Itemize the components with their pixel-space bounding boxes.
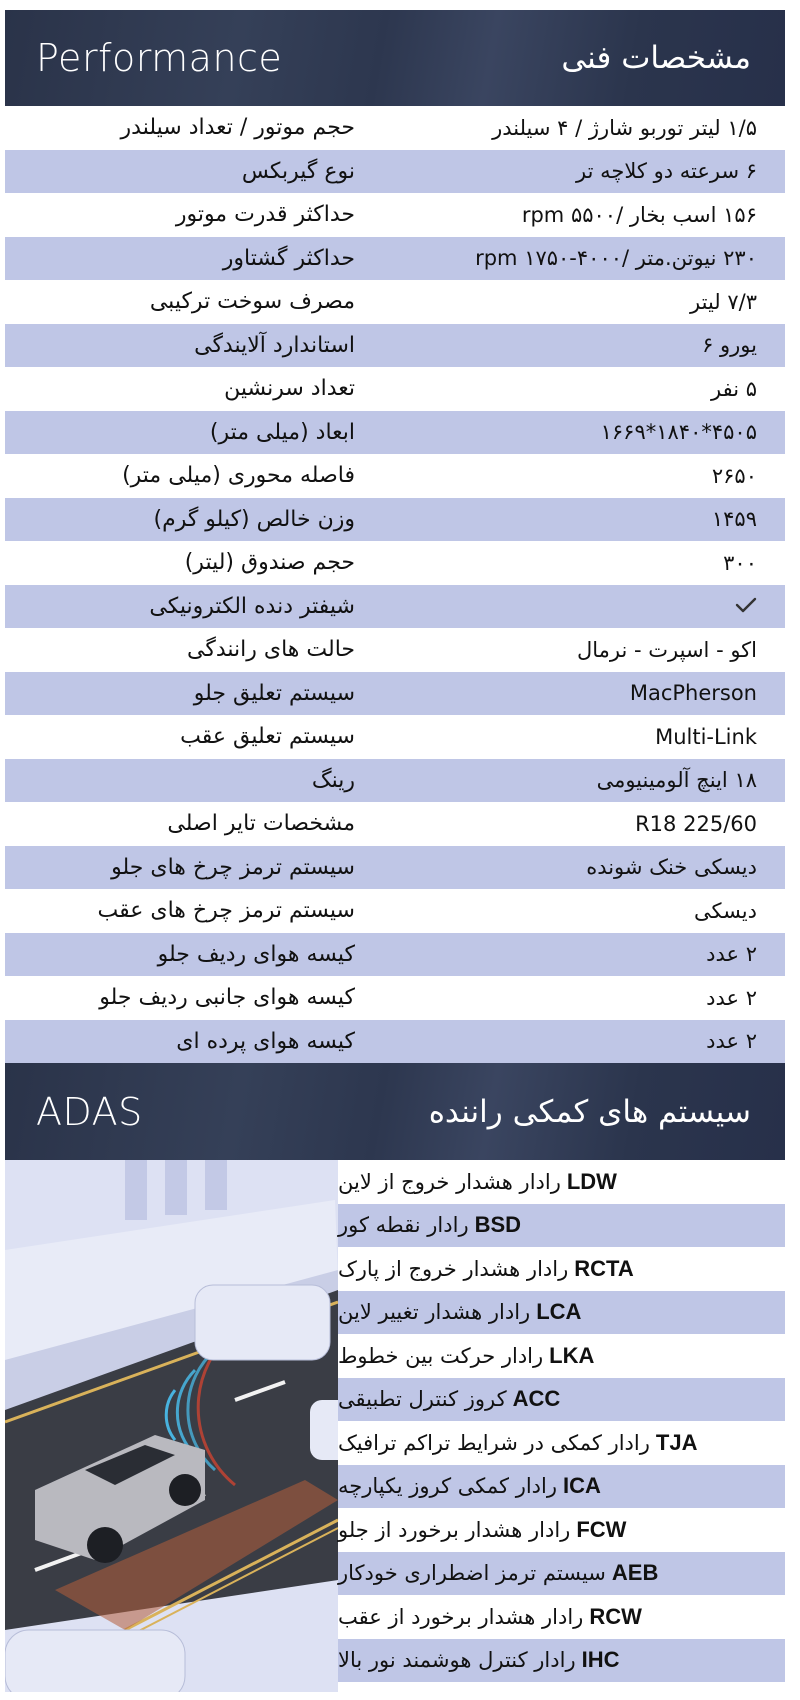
spec-row <box>5 802 785 846</box>
spec-value: ۲ عدد <box>706 985 757 1010</box>
adas-code: LCA <box>536 1299 582 1325</box>
spec-label: حداکثر قدرت موتور <box>175 202 355 228</box>
spec-label: مصرف سوخت ترکیبی <box>149 289 355 315</box>
adas-item <box>338 1508 785 1552</box>
spec-value <box>385 594 785 618</box>
spec-value: MacPherson <box>629 681 757 706</box>
spec-value: ۷/۳ لیتر <box>690 289 757 314</box>
adas-code: FCW <box>576 1516 627 1542</box>
spec-label: حالت های رانندگی <box>187 637 355 663</box>
spec-value: ۱/۵ لیتر توربو شارژ / ۴ سیلندر <box>492 115 757 140</box>
adas-code: RCTA <box>574 1255 634 1281</box>
spec-label: سیستم ترمز چرخ های جلو <box>111 854 355 880</box>
spec-value: ۲ عدد <box>706 942 757 967</box>
spec-value: Multi-Link <box>655 724 757 749</box>
spec-label: وزن خالص (کیلو گرم) <box>153 506 355 532</box>
spec-value: ۲ عدد <box>706 1029 757 1054</box>
spec-label: سیستم ترمز چرخ های عقب <box>97 898 355 924</box>
spec-label: حداکثر گشتاور <box>222 245 355 271</box>
adas-item <box>338 1595 785 1639</box>
spec-label: کیسه هوای پرده ای <box>176 1028 355 1054</box>
spec-label: سیستم تعلیق جلو <box>193 680 355 706</box>
adas-item <box>338 1378 785 1422</box>
adas-feature-list <box>338 1160 785 1682</box>
spec-row <box>5 715 785 759</box>
spec-label: سیستم تعلیق عقب <box>180 724 355 750</box>
spec-label: کیسه هوای جانبی ردیف جلو <box>99 985 355 1011</box>
adas-car-illustration <box>5 1160 338 1692</box>
spec-label: حجم صندوق (لیتر) <box>184 550 355 576</box>
adas-code: RCW <box>589 1603 642 1629</box>
spec-row <box>5 324 785 368</box>
spec-row <box>5 759 785 803</box>
adas-code: ACC <box>512 1386 561 1412</box>
adas-item <box>338 1552 785 1596</box>
spec-row <box>5 280 785 324</box>
spec-value: دیسکی خنک شونده <box>586 855 757 880</box>
spec-row <box>5 454 785 498</box>
adas-description: رادار حرکت بین خطوط <box>338 1343 544 1368</box>
spec-value: یورو ۶ <box>702 333 757 358</box>
adas-description: رادار هشدار خروج از لاین <box>338 1169 561 1194</box>
adas-description: رادار کمکی در شرایط تراکم ترافیک <box>338 1430 650 1455</box>
adas-description: سیستم ترمز اضطراری خودکار <box>338 1561 606 1586</box>
adas-code: TJA <box>655 1429 698 1455</box>
spec-label: نوع گیربکس <box>241 158 355 184</box>
spec-row <box>5 933 785 977</box>
spec-row <box>5 846 785 890</box>
spec-value: دیسکی <box>693 898 757 923</box>
adas-description: رادار هشدار برخورد از عقب <box>338 1604 584 1629</box>
adas-description: رادار هشدار برخورد از جلو <box>338 1517 571 1542</box>
adas-item <box>338 1421 785 1465</box>
spec-row <box>5 628 785 672</box>
adas-description: کروز کنترل تطبیقی <box>338 1387 507 1412</box>
adas-code: IHC <box>581 1647 620 1673</box>
spec-value: ۶ سرعته دو کلاچه تر <box>576 159 757 184</box>
spec-row <box>5 193 785 237</box>
adas-code: LKA <box>549 1342 595 1368</box>
adas-item <box>338 1247 785 1291</box>
spec-label: فاصله محوری (میلی متر) <box>122 463 355 489</box>
adas-code: LDW <box>566 1168 617 1194</box>
check-icon <box>735 597 757 613</box>
spec-value: ۲۳۰ نیوتن.متر /rpm ۱۷۵۰-۴۰۰۰ <box>475 246 757 271</box>
spec-value: 225/60 R18 <box>635 811 757 836</box>
spec-label: حجم موتور / تعداد سیلندر <box>120 115 355 141</box>
spec-value: ۲۶۵۰ <box>711 463 757 488</box>
spec-label: تعداد سرنشین <box>224 376 355 402</box>
spec-value: ۱۴۵۹ <box>711 507 757 532</box>
adas-header <box>5 1063 785 1160</box>
spec-row <box>5 889 785 933</box>
spec-value: ۵ نفر <box>710 376 757 401</box>
adas-description: رادار کمکی کروز یکپارچه <box>338 1474 557 1499</box>
adas-description: رادار هشدار تغییر لاین <box>338 1300 531 1325</box>
adas-code: AEB <box>611 1560 659 1586</box>
adas-item <box>338 1465 785 1509</box>
adas-description: رادار نقطه کور <box>338 1213 469 1238</box>
spec-row <box>5 106 785 150</box>
performance-title-fa: مشخصات فنی <box>561 40 751 76</box>
adas-title-fa: سیستم های کمکی راننده <box>428 1093 751 1130</box>
spec-row <box>5 976 785 1020</box>
spec-label: کیسه هوای ردیف جلو <box>157 941 355 967</box>
spec-row <box>5 150 785 194</box>
spec-label: استاندارد آلایندگی <box>194 332 355 358</box>
spec-value: ۳۰۰ <box>723 550 757 575</box>
spec-value: اکو - اسپرت - نرمال <box>577 637 757 662</box>
performance-header <box>5 10 785 106</box>
spec-label: شیفتر دنده الکترونیکی <box>149 593 355 619</box>
adas-item <box>338 1639 785 1683</box>
spec-row <box>5 585 785 629</box>
adas-item <box>338 1334 785 1378</box>
spec-row <box>5 541 785 585</box>
adas-title-en: ADAS <box>36 1089 143 1134</box>
adas-description: رادار کنترل هوشمند نور بالا <box>338 1648 576 1673</box>
spec-value: ۴۵۰۵*۱۸۴۰*۱۶۶۹ <box>600 420 757 445</box>
spec-value: ۱۵۶ اسب بخار /rpm ۵۵۰۰ <box>521 202 757 227</box>
spec-label: رینگ <box>311 767 355 793</box>
spec-row <box>5 1020 785 1064</box>
adas-description: رادار هشدار خروج از پارک <box>338 1256 569 1281</box>
adas-item <box>338 1160 785 1204</box>
spec-row <box>5 672 785 716</box>
spec-row <box>5 367 785 411</box>
spec-row <box>5 498 785 542</box>
spec-value: ۱۸ اینچ آلومینیومی <box>596 768 757 793</box>
adas-code: ICA <box>563 1473 601 1499</box>
performance-title-en: Performance <box>36 36 283 80</box>
adas-item <box>338 1291 785 1335</box>
spec-row <box>5 411 785 455</box>
car-radar-illustration-icon <box>5 1160 338 1692</box>
spec-label: ابعاد (میلی متر) <box>209 419 355 445</box>
spec-label: مشخصات تایر اصلی <box>167 811 355 837</box>
specs-table <box>5 106 785 1063</box>
adas-code: BSD <box>474 1212 522 1238</box>
spec-row <box>5 237 785 281</box>
adas-item <box>338 1204 785 1248</box>
